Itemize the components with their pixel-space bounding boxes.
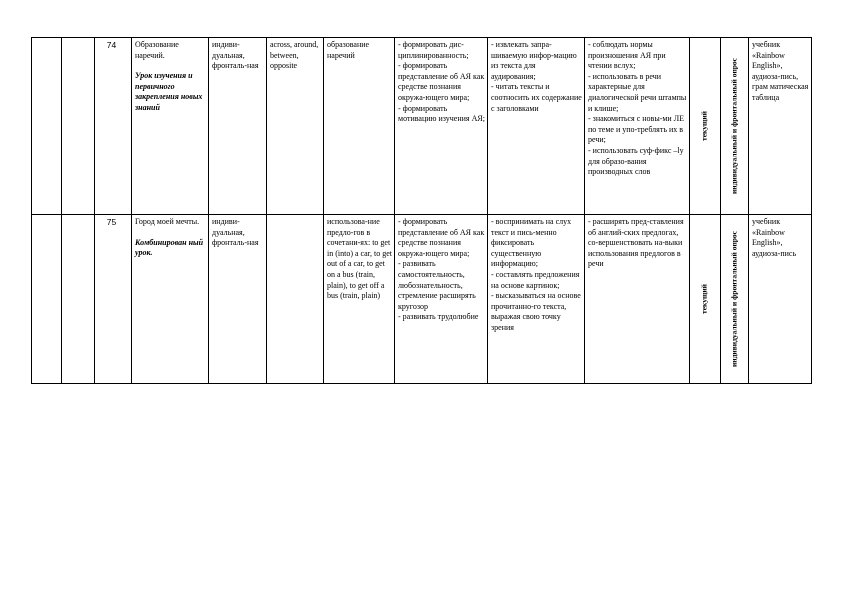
vocabulary: across, around, between, opposite	[267, 38, 324, 215]
lesson-topic: Образование наречий.	[135, 40, 179, 60]
result-item: - развивать самостоятельность, любознательность, стремление расширять кругозор	[398, 259, 476, 311]
result-item: - формировать мотивацию изучения АЯ;	[398, 103, 485, 124]
lesson-topic: Город моей мечты.	[135, 217, 200, 226]
subject-results	[585, 215, 690, 384]
work-forms: индиви-дуальная, фронталь-ная	[209, 38, 267, 215]
result-item: - развивать трудолюбие	[398, 312, 479, 322]
control-form: индивидуальный и фронтальный опрос	[729, 230, 739, 368]
table-row	[32, 215, 812, 384]
lesson-type: Урок изучения и первичного закрепления новых знаний	[135, 71, 203, 112]
result-item: - составлять предложения на основе картинок;	[491, 269, 580, 290]
result-item: - использовать в речи характерные для диалогической речи штампы и клише;	[588, 71, 687, 113]
result-item: - соблюдать нормы произношения АЯ при чтении вслух;	[588, 40, 666, 71]
lesson-number: 74	[95, 38, 132, 215]
personal-results	[395, 38, 488, 215]
control-form-cell	[721, 215, 749, 384]
lesson-plan-table	[31, 37, 812, 384]
result-item: - знакомиться с новы-ми ЛЕ по теме и упо-треблять их в речи;	[588, 114, 685, 145]
control-type: текущий	[699, 111, 709, 141]
control-type-cell	[690, 38, 721, 215]
lesson-number: 75	[95, 215, 132, 384]
result-item: - читать тексты и соотносить их содержание с заголовками	[491, 82, 582, 113]
result-item: - расширять пред-ставления об англий-ских предлогах, со-вершенствовать на-выки использования предлогов в речи	[588, 217, 684, 269]
materials: учебник «Rainbow English», аудиоза-пись, грам матическая таблица	[749, 38, 812, 215]
lesson-type: Комбинирован ный урок.	[135, 237, 204, 258]
result-item: - формировать представление об АЯ как средстве познания окружа-ющего мира;	[398, 61, 485, 102]
control-type-cell	[690, 215, 721, 384]
table-row	[32, 38, 812, 215]
lesson-topic-cell	[132, 38, 209, 215]
grammar: использова-ние предло-гов в сочетани-ях: to get in (into) a car, to get out of a car, to get on a bus (train, plain), to get off a bus (train, plain)	[324, 215, 395, 384]
control-form: индивидуальный и фронтальный опрос	[729, 57, 739, 195]
lesson-topic-cell	[132, 215, 209, 384]
work-forms: индиви-дуальная, фронталь-ная	[209, 215, 267, 384]
empty-cell	[62, 38, 95, 215]
grammar: образование наречий	[324, 38, 395, 215]
control-form-cell	[721, 38, 749, 215]
result-item: - использовать суф-фикс –ly для образо-вания производных слов	[588, 145, 684, 177]
result-item: - формировать представление об АЯ как средстве познания окружа-ющего мира;	[398, 217, 485, 258]
control-type: текущий	[699, 284, 709, 314]
result-item: - извлекать запра-шиваемую инфор-мацию из текста для аудирования;	[491, 40, 577, 81]
result-item: - высказываться на основе прочитанно-го текста, выражая свою точку зрения	[491, 291, 581, 332]
materials: учебник «Rainbow English», аудиоза-пись	[749, 215, 812, 384]
meta-results	[488, 38, 585, 215]
empty-cell	[32, 215, 62, 384]
subject-results	[585, 38, 690, 215]
result-item: - формировать дис-циплинированность;	[398, 40, 469, 60]
result-item: - воспринимать на слух текст и пись-менно фиксировать существенную информацию;	[491, 217, 572, 269]
meta-results	[488, 215, 585, 384]
empty-cell	[32, 38, 62, 215]
empty-cell	[62, 215, 95, 384]
personal-results	[395, 215, 488, 384]
vocabulary	[267, 215, 324, 384]
